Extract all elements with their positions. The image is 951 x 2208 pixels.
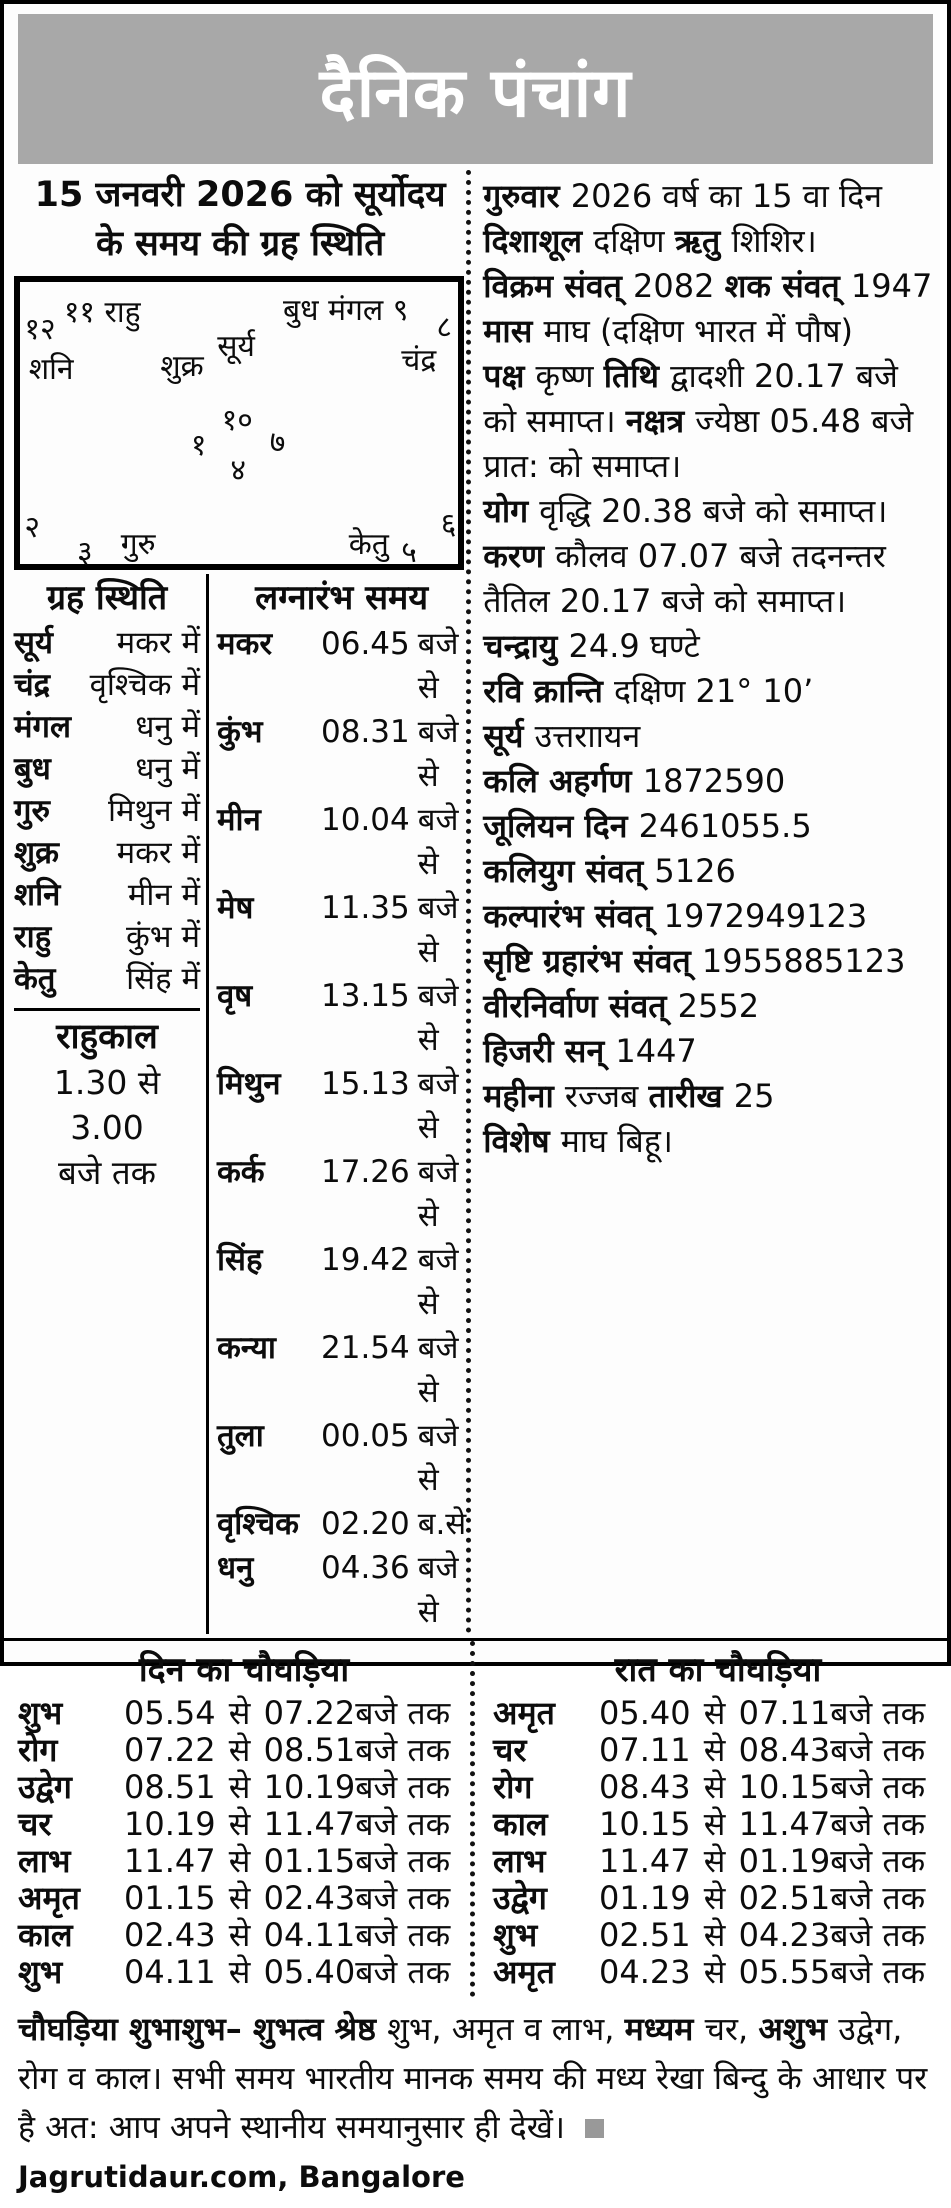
- grah-row: [14, 958, 200, 1000]
- kundali-planet-surya: सूर्य: [217, 329, 255, 365]
- day-chaughadiya-header: दिन का चौघड़िया: [138, 1650, 350, 1690]
- day-chaughadiya-row: [18, 1769, 470, 1806]
- line-kali-ahargana: [483, 759, 939, 804]
- night-chaughadiya-row: [493, 1917, 943, 1954]
- planet-position: धनु में: [135, 751, 200, 787]
- text-segment: चौघड़िया शुभाशुभ– शुभत्व श्रेष्ठ: [18, 2010, 388, 2048]
- chaughadiya-to: 08.43: [738, 1731, 831, 1769]
- kundali-house-4: ४: [230, 453, 246, 489]
- chaughadiya-separator: से: [228, 1731, 251, 1769]
- text-segment: 2082: [633, 267, 725, 305]
- chaughadiya-from: 01.15: [124, 1879, 216, 1917]
- text-segment: कल्पारंभ संवत्: [483, 897, 664, 935]
- chaughadiya-to: 10.15: [738, 1768, 831, 1806]
- chaughadiya-separator: से: [703, 1768, 726, 1806]
- text-segment: ऋतु: [674, 222, 732, 260]
- day-chaughadiya-row: [18, 1917, 470, 1954]
- lagna-suffix: बजे से: [417, 1330, 459, 1410]
- text-segment: माघ बिहू।: [560, 1122, 673, 1160]
- text-segment: कृष्ण: [535, 357, 604, 395]
- planet-position: सिंह में: [126, 961, 200, 997]
- lagna-time: 11.35: [321, 890, 410, 926]
- right-column: [466, 170, 947, 1634]
- chaughadiya-name: उद्वेग: [18, 1768, 72, 1806]
- lagna-suffix: बजे से: [417, 890, 459, 970]
- kundali-house-8: ८: [436, 309, 452, 345]
- text-segment: शक संवत्: [724, 267, 851, 305]
- text-segment: ज्येष्ठा 05.48 बजे प्रात: को समाप्त।: [483, 402, 914, 485]
- rahukal-suffix: बजे तक: [58, 1153, 156, 1192]
- chaughadiya-suffix: बजे तक: [355, 1916, 451, 1954]
- chaughadiya-separator: से: [228, 1879, 251, 1917]
- text-segment: महीना: [483, 1077, 565, 1115]
- kundali-planet-chandra: चंद्र: [401, 343, 437, 379]
- chaughadiya-from: 08.51: [124, 1768, 216, 1806]
- chaughadiya-name: शुभ: [493, 1916, 538, 1954]
- text-segment: वीरनिर्वाण संवत्: [483, 987, 678, 1025]
- text-segment: वृद्धि 20.38 बजे को समाप्त।: [539, 492, 888, 530]
- chaughadiya-suffix: बजे तक: [830, 1842, 926, 1880]
- text-segment: मास: [483, 312, 544, 350]
- grah-row: [14, 706, 200, 748]
- grah-lagna-tables: [14, 574, 466, 1634]
- night-chaughadiya-row: [493, 1695, 943, 1732]
- chaughadiya-suffix: बजे तक: [830, 1731, 926, 1769]
- lagna-row: [217, 1150, 466, 1238]
- line-karana: [483, 534, 939, 624]
- lagna-suffix: बजे से: [417, 802, 459, 882]
- text-segment: द्वादशी 20.17 बजे को समाप्त।: [483, 357, 898, 440]
- lagna-sign: धनु: [217, 1550, 254, 1586]
- day-chaughadiya-row: [18, 1732, 470, 1769]
- chaughadiya-to: 02.51: [738, 1879, 831, 1917]
- lagna-suffix: बजे से: [417, 978, 459, 1058]
- chaughadiya-suffix: बजे तक: [830, 1768, 926, 1806]
- lagna-sign: मीन: [217, 802, 261, 838]
- planet-name: शनि: [14, 877, 61, 913]
- chaughadiya-name: काल: [493, 1805, 548, 1843]
- grah-sthiti-column: [14, 574, 209, 1634]
- chaughadiya-name: रोग: [493, 1768, 533, 1806]
- lagna-time: 00.05: [321, 1418, 410, 1454]
- line-paksha-tithi-nakshatra: [483, 354, 939, 489]
- night-chaughadiya-row: [493, 1769, 943, 1806]
- lagna-suffix: बजे से: [417, 1154, 459, 1234]
- chaughadiya-suffix: बजे तक: [355, 1842, 451, 1880]
- rahukal-time: 1.30 से 3.00: [53, 1063, 161, 1147]
- chaughadiya-to: 07.22: [263, 1694, 356, 1732]
- brand-square-icon: [585, 2119, 604, 2138]
- night-chaughadiya-row: [493, 1954, 943, 1991]
- day-chaughadiya-table: [4, 1641, 470, 1997]
- lagna-row: [217, 1546, 466, 1634]
- chaughadiya-name: शुभ: [18, 1694, 63, 1732]
- text-segment: तारीख: [648, 1077, 734, 1115]
- lagna-row: [217, 710, 466, 798]
- planet-position: मकर में: [116, 835, 200, 871]
- planet-position: कुंभ में: [126, 919, 200, 955]
- text-segment: 25: [733, 1077, 775, 1115]
- chaughadiya-name: चर: [18, 1805, 52, 1843]
- grah-row: [14, 748, 200, 790]
- lagna-time: 19.42: [321, 1242, 410, 1278]
- chaughadiya-suffix: बजे तक: [830, 1694, 926, 1732]
- line-vikram-shak-samvat: [483, 264, 939, 309]
- chaughadiya-from: 10.15: [599, 1805, 691, 1843]
- brand-text: Jagrutidaur.com, Bangalore: [18, 2160, 465, 2194]
- chaughadiya-to: 11.47: [263, 1805, 356, 1843]
- grah-row: [14, 790, 200, 832]
- lagna-suffix: बजे से: [417, 1066, 459, 1146]
- night-chaughadiya-table: [470, 1641, 947, 1997]
- chaughadiya-name: अमृत: [493, 1953, 555, 1991]
- chaughadiya-separator: से: [228, 1842, 251, 1880]
- text-segment: शिशिर।: [731, 222, 817, 260]
- lagna-time: 06.45: [321, 626, 410, 662]
- text-segment: 1947: [850, 267, 933, 305]
- day-chaughadiya-row: [18, 1806, 470, 1843]
- chaughadiya-suffix: बजे तक: [355, 1953, 451, 1991]
- left-heading-line2: के समय की ग्रह स्थिति: [96, 224, 385, 264]
- chaughadiya-name: काल: [18, 1916, 73, 1954]
- line-kaliyug-samvat: [483, 849, 939, 894]
- chaughadiya-from: 04.11: [124, 1953, 216, 1991]
- lagna-sign: मकर: [217, 626, 273, 662]
- chaughadiya-name: लाभ: [18, 1842, 71, 1880]
- text-segment: जूलियन दिन: [483, 807, 639, 845]
- kundali-house-3: ३: [76, 535, 93, 571]
- chaughadiya-from: 07.11: [599, 1731, 691, 1769]
- lagna-suffix: ब.से: [417, 1506, 467, 1542]
- chaughadiya-suffix: बजे तक: [830, 1953, 926, 1991]
- night-chaughadiya-row: [493, 1880, 943, 1917]
- line-weekday: [483, 174, 939, 219]
- lagna-row: [217, 1502, 466, 1546]
- chaughadiya-separator: से: [228, 1694, 251, 1732]
- text-segment: विक्रम संवत्: [483, 267, 634, 305]
- lagna-sign: तुला: [217, 1418, 264, 1454]
- chaughadiya-separator: से: [703, 1805, 726, 1843]
- lagna-row: [217, 1326, 466, 1414]
- day-chaughadiya-row: [18, 1880, 470, 1917]
- lagna-sign: मेष: [217, 890, 254, 926]
- chaughadiya-to: 07.11: [738, 1694, 831, 1732]
- chaughadiya-separator: से: [703, 1842, 726, 1880]
- lagna-suffix: बजे से: [417, 626, 459, 706]
- day-chaughadiya-row: [18, 1695, 470, 1732]
- chaughadiya-name: चर: [493, 1731, 527, 1769]
- planet-position: मीन में: [127, 877, 200, 913]
- grah-table-header: ग्रह स्थिति: [46, 578, 168, 618]
- line-ravi-kranti: [483, 669, 939, 714]
- planet-name: राहु: [14, 919, 52, 955]
- grah-row: [14, 622, 200, 664]
- text-segment: रवि क्रान्ति: [483, 672, 614, 710]
- lagna-suffix: बजे से: [417, 1242, 459, 1322]
- chaughadiya-to: 05.40: [263, 1953, 356, 1991]
- chaughadiya-to: 01.19: [738, 1842, 831, 1880]
- planet-position: वृश्चिक में: [89, 667, 200, 703]
- text-segment: माघ (दक्षिण भारत में पौष): [543, 312, 854, 350]
- lagna-time: 17.26: [321, 1154, 410, 1190]
- planet-name: बुध: [14, 751, 51, 787]
- lagna-time: 10.04: [321, 802, 410, 838]
- left-heading-line1: 15 जनवरी 2026 को सूर्योदय: [34, 175, 446, 215]
- line-mahina-tarikh: [483, 1074, 939, 1119]
- chaughadiya-to: 04.23: [738, 1916, 831, 1954]
- planet-name: गुरु: [14, 793, 50, 829]
- chaughadiya-separator: से: [703, 1953, 726, 1991]
- chaughadiya-separator: से: [703, 1694, 726, 1732]
- grah-row: [14, 664, 200, 706]
- lagna-time: 21.54: [321, 1330, 410, 1366]
- footer-text: [18, 2010, 927, 2146]
- kundali-chart: [14, 276, 464, 570]
- day-chaughadiya-row: [18, 1843, 470, 1880]
- chaughadiya-separator: से: [228, 1805, 251, 1843]
- chaughadiya-suffix: बजे तक: [830, 1916, 926, 1954]
- grah-row: [14, 874, 200, 916]
- chaughadiya-section: [4, 1638, 947, 1997]
- page-title: दैनिक पंचांग: [18, 14, 933, 164]
- text-segment: योग: [483, 492, 540, 530]
- night-chaughadiya-row: [493, 1806, 943, 1843]
- chaughadiya-suffix: बजे तक: [355, 1768, 451, 1806]
- chaughadiya-suffix: बजे तक: [830, 1805, 926, 1843]
- main-section: [4, 170, 947, 1634]
- chaughadiya-separator: से: [703, 1731, 726, 1769]
- text-segment: गुरुवार: [483, 177, 571, 215]
- line-veernirvan-samvat: [483, 984, 939, 1029]
- lagna-sign: कन्या: [217, 1330, 276, 1366]
- chaughadiya-from: 02.43: [124, 1916, 216, 1954]
- planet-name: शुक्र: [14, 835, 59, 871]
- lagna-row: [217, 1414, 466, 1502]
- chaughadiya-from: 11.47: [599, 1842, 691, 1880]
- text-segment: 1972949123: [663, 897, 868, 935]
- kundali-house-5: ५: [401, 535, 417, 571]
- line-srishti-graharambh-samvat: [483, 939, 939, 984]
- line-julian-day: [483, 804, 939, 849]
- chaughadiya-to: 02.43: [263, 1879, 356, 1917]
- lagna-row: [217, 1238, 466, 1326]
- text-segment: उद्वेग, रोग व काल। सभी समय भारतीय मानक समय की मध्य रेखा बिन्दु के आधार पर है अत: आप अपने स्थानीय समयानुसार ही देखें।: [18, 2010, 928, 2146]
- chaughadiya-suffix: बजे तक: [355, 1879, 451, 1917]
- lagna-sign: कुंभ: [217, 714, 263, 750]
- chaughadiya-from: 01.19: [599, 1879, 691, 1917]
- text-segment: दक्षिण 21° 10’: [613, 672, 814, 710]
- chaughadiya-from: 05.40: [599, 1694, 691, 1732]
- text-segment: दिशाशूल: [483, 222, 594, 260]
- kundali-house-10: १०: [221, 402, 253, 438]
- day-chaughadiya-row: [18, 1954, 470, 1991]
- chaughadiya-to: 10.19: [263, 1768, 356, 1806]
- text-segment: अशुभ: [758, 2010, 839, 2048]
- lagna-row: [217, 622, 466, 710]
- lagna-row: [217, 798, 466, 886]
- chaughadiya-separator: से: [228, 1916, 251, 1954]
- lagna-suffix: बजे से: [417, 1550, 459, 1630]
- planet-name: सूर्य: [14, 625, 53, 661]
- text-segment: 2461055.5: [638, 807, 812, 845]
- lagna-time: 13.15: [321, 978, 410, 1014]
- chaughadiya-from: 10.19: [124, 1805, 216, 1843]
- lagna-row: [217, 974, 466, 1062]
- rahukal-block: [14, 1008, 200, 1195]
- chaughadiya-name: शुभ: [18, 1953, 63, 1991]
- kundali-house-9-budh-mangal: बुध मंगल ९: [282, 292, 409, 328]
- grah-row: [14, 916, 200, 958]
- night-chaughadiya-row: [493, 1843, 943, 1880]
- text-segment: कलि अहर्गण: [483, 762, 643, 800]
- chaughadiya-suffix: बजे तक: [355, 1694, 451, 1732]
- footer-note: [4, 1997, 947, 2208]
- text-segment: चन्द्रायु: [483, 627, 569, 665]
- line-maas: [483, 309, 939, 354]
- lagna-time: 04.36: [321, 1550, 410, 1586]
- lagna-sign: सिंह: [217, 1242, 263, 1278]
- chaughadiya-from: 07.22: [124, 1731, 216, 1769]
- chaughadiya-name: लाभ: [493, 1842, 546, 1880]
- text-segment: तिथि: [603, 357, 671, 395]
- text-segment: मध्यम: [624, 2010, 705, 2048]
- text-segment: उत्तराायन: [534, 717, 641, 755]
- text-segment: 2552: [677, 987, 760, 1025]
- chaughadiya-name: अमृत: [493, 1694, 555, 1732]
- text-segment: 2026 वर्ष का 15 वा दिन: [570, 177, 883, 215]
- planet-position: मकर में: [116, 625, 200, 661]
- rahukal-title: राहुकाल: [56, 1017, 158, 1057]
- chaughadiya-suffix: बजे तक: [355, 1731, 451, 1769]
- chaughadiya-separator: से: [703, 1916, 726, 1954]
- text-segment: सृष्टि ग्रहारंभ संवत्: [483, 942, 702, 980]
- planet-name: चंद्र: [14, 667, 51, 703]
- text-segment: 1955885123: [701, 942, 906, 980]
- kundali-house-11-rahu: ११ राहु: [63, 295, 141, 331]
- line-chandrayu: [483, 624, 939, 669]
- planet-position: धनु में: [135, 709, 200, 745]
- kundali-planet-shukra: शुक्र: [160, 349, 204, 385]
- lagna-suffix: बजे से: [417, 1418, 459, 1498]
- chaughadiya-separator: से: [228, 1768, 251, 1806]
- line-surya-ayan: [483, 714, 939, 759]
- kundali-house-2: २: [24, 509, 40, 545]
- planet-position: मिथुन में: [108, 793, 200, 829]
- chaughadiya-from: 04.23: [599, 1953, 691, 1991]
- text-segment: पक्ष: [483, 357, 536, 395]
- text-segment: 24.9 घण्टे: [568, 627, 700, 665]
- chaughadiya-suffix: बजे तक: [830, 1879, 926, 1917]
- chaughadiya-separator: से: [228, 1953, 251, 1991]
- chaughadiya-to: 08.51: [263, 1731, 356, 1769]
- kundali-planet-guru: गुरु: [120, 526, 156, 562]
- chaughadiya-from: 08.43: [599, 1768, 691, 1806]
- text-segment: शुभ, अमृत व लाभ,: [387, 2010, 625, 2048]
- night-chaughadiya-row: [493, 1732, 943, 1769]
- chaughadiya-suffix: बजे तक: [355, 1805, 451, 1843]
- chaughadiya-from: 02.51: [599, 1916, 691, 1954]
- lagna-table-header: लग्नारंभ समय: [255, 578, 429, 618]
- text-segment: सूर्य: [483, 717, 535, 755]
- kundali-house-12: १२: [24, 312, 56, 348]
- text-segment: 1872590: [642, 762, 786, 800]
- text-segment: नक्षत्र: [625, 402, 696, 440]
- planet-name: मंगल: [14, 709, 72, 745]
- lagna-sign: वृश्चिक: [217, 1506, 299, 1542]
- chaughadiya-from: 11.47: [124, 1842, 216, 1880]
- text-segment: कौलव 07.07 बजे तदनन्तर तैतिल 20.17 बजे को समाप्त।: [483, 537, 886, 620]
- grah-row: [14, 832, 200, 874]
- chaughadiya-to: 11.47: [738, 1805, 831, 1843]
- kundali-house-6: ६: [440, 506, 457, 542]
- text-segment: हिजरी सन्: [483, 1032, 616, 1070]
- line-yoga: [483, 489, 939, 534]
- lagna-time: 15.13: [321, 1066, 410, 1102]
- chaughadiya-to: 05.55: [738, 1953, 831, 1991]
- lagna-time: 02.20: [321, 1506, 410, 1542]
- lagna-row: [217, 1062, 466, 1150]
- kundali-planet-ketu: केतु: [348, 526, 389, 562]
- kundali-house-7: ७: [269, 425, 286, 461]
- lagna-sign: वृष: [217, 978, 253, 1014]
- lagna-suffix: बजे से: [417, 714, 459, 794]
- chaughadiya-name: उद्वेग: [493, 1879, 547, 1917]
- text-segment: 1447: [615, 1032, 697, 1070]
- lagna-sign: मिथुन: [217, 1066, 281, 1102]
- line-dishashool-ritu: [483, 219, 939, 264]
- text-segment: रज्जब: [564, 1077, 649, 1115]
- text-segment: दक्षिण: [593, 222, 675, 260]
- chaughadiya-name: रोग: [18, 1731, 58, 1769]
- text-segment: कलियुग संवत्: [483, 852, 655, 890]
- line-hijri-san: [483, 1029, 939, 1074]
- chaughadiya-separator: से: [703, 1879, 726, 1917]
- line-vishesh: [483, 1119, 939, 1164]
- text-segment: 5126: [654, 852, 736, 890]
- kundali-house-1: १: [190, 428, 207, 463]
- chaughadiya-name: अमृत: [18, 1879, 80, 1917]
- text-segment: करण: [483, 537, 556, 575]
- lagna-sign: कर्क: [217, 1154, 265, 1190]
- chaughadiya-to: 01.15: [263, 1842, 356, 1880]
- left-column: [14, 170, 466, 1634]
- lagna-time: 08.31: [321, 714, 410, 750]
- chaughadiya-from: 05.54: [124, 1694, 216, 1732]
- text-segment: चर,: [704, 2010, 759, 2048]
- line-kalparambh-samvat: [483, 894, 939, 939]
- lagna-row: [217, 886, 466, 974]
- chaughadiya-to: 04.11: [263, 1916, 356, 1954]
- kundali-planet-shani: शनि: [28, 351, 74, 387]
- lagna-column: [209, 574, 466, 1634]
- text-segment: विशेष: [483, 1122, 561, 1160]
- planet-name: केतु: [14, 961, 56, 997]
- night-chaughadiya-header: रात का चौघड़िया: [614, 1650, 822, 1690]
